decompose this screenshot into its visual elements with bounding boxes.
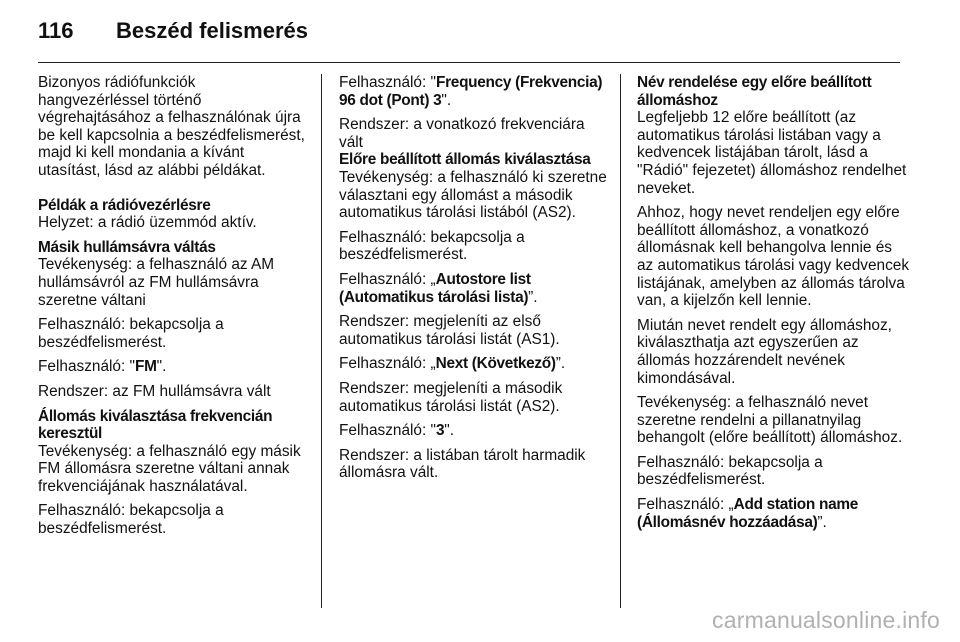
- station-name-howto: Ahhoz, hogy nevet rendeljen egy előre beállított állomáshoz, a vonatkozó állomásnak kell behangolva lennie és az automatikus tárolási vagy kedvencek listájának, amelyben az állomás tárolva van, a kijelzőn kell lennie.: [637, 204, 910, 310]
- preset-system-step-3: Rendszer: a listában tárolt harmadik állomásra vált.: [339, 446, 586, 482]
- station-name-activity: Tevékenység: a felhasználó nevet szeretne rendelni a pillanatnyilag behangolt (előre beállított) állomáshoz.: [637, 394, 903, 447]
- column-left: [38, 74, 310, 545]
- voice-command: Autostore list (Automatikus tárolási lista): [339, 270, 531, 306]
- chapter-title: Beszéd felismerés: [116, 18, 308, 43]
- preset-user-step-1: Felhasználó: bekapcsolja a beszédfelismerést.: [339, 228, 525, 264]
- frequency-activity: Tevékenység: a felhasználó egy másik FM állomásra szeretne váltani annak frekvenciájának használatával.: [38, 442, 301, 495]
- intro-paragraph: Bizonyos rádiófunkciók hangvezérléssel történő végrehajtásához a felhasználónak újra be kell kapcsolnia a beszédfelismerést, majd ki kell mondania a kívánt utasítást, lásd az alábbi példákat.: [38, 74, 305, 179]
- watermark-text: carmanualsonline.info: [712, 607, 940, 633]
- column-middle: [339, 74, 609, 489]
- voice-command: FM: [135, 358, 157, 376]
- preset-system-step-1: Rendszer: megjeleníti az első automatikus tárolási listát (AS1).: [339, 313, 560, 348]
- station-name-intro: Legfeljebb 12 előre beállított (az automatikus tárolási listában vagy a kedvencek listájában tárolt, lásd a "Rádió" fejezetet) állomáshoz rendelhet neveket.: [637, 109, 907, 197]
- examples-heading: Példák a rádióvezérlésre: [38, 196, 211, 214]
- preset-system-step-2: Rendszer: megjeleníti a második automatikus tárolási listát (AS2).: [339, 379, 563, 415]
- band-activity: Tevékenység: a felhasználó az AM hullámsávról az FM hullámsávra szeretne váltani: [38, 256, 275, 309]
- band-system-step: Rendszer: az FM hullámsávra vált: [38, 382, 271, 400]
- band-user-step-1: Felhasználó: bekapcsolja a beszédfelismerést.: [38, 316, 224, 351]
- station-name-after: Miután nevet rendelt egy állomáshoz, kiválaszthatja azt egyszerűen az állomás hozzárendelt nevének kimondásával.: [637, 316, 892, 387]
- column-divider-1: [321, 74, 322, 608]
- band-switch-heading: Másik hullámsávra váltás: [38, 238, 216, 256]
- voice-command: Next (Következő): [435, 355, 556, 373]
- frequency-user-step-2: Felhasználó: "Frequency (Frekvencia) 96 dot (Pont) 3".: [339, 74, 603, 109]
- frequency-heading: Állomás kiválasztása frekvencián keresztül: [38, 407, 273, 443]
- station-name-user-step-1: Felhasználó: bekapcsolja a beszédfelismerést.: [637, 453, 823, 489]
- preset-user-step-2: Felhasználó: „Autostore list (Automatikus tárolási lista)”.: [339, 270, 538, 306]
- column-divider-2: [620, 74, 621, 608]
- voice-command: 3: [436, 422, 445, 440]
- preset-user-step-3: Felhasználó: „Next (Következő)”.: [339, 355, 566, 373]
- column-right: [637, 74, 912, 538]
- voice-command: Frequency (Frekvencia) 96 dot (Pont) 3: [339, 74, 603, 109]
- preset-activity: Tevékenység: a felhasználó ki szeretne választani egy állomást a második automatikus tárolási listából (AS2).: [339, 168, 607, 222]
- station-name-heading: Név rendelése egy előre beállított állomáshoz: [637, 74, 872, 109]
- situation-text: Helyzet: a rádió üzemmód aktív.: [38, 214, 257, 232]
- voice-command: Add station name (Állomásnév hozzáadása): [637, 496, 858, 531]
- preset-user-step-4: Felhasználó: "3".: [339, 422, 455, 440]
- frequency-user-step-1: Felhasználó: bekapcsolja a beszédfelismerést.: [38, 502, 224, 538]
- preset-heading: Előre beállított állomás kiválasztása: [339, 151, 591, 169]
- station-name-user-step-2: Felhasználó: „Add station name (Állomásnév hozzáadása)”.: [637, 496, 858, 531]
- band-user-step-2: Felhasználó: "FM".: [38, 358, 167, 376]
- page-header: [38, 14, 308, 48]
- header-divider: [38, 62, 900, 63]
- frequency-system-step: Rendszer: a vonatkozó frekvenciára vált: [339, 116, 585, 151]
- page-number: 116: [38, 18, 74, 43]
